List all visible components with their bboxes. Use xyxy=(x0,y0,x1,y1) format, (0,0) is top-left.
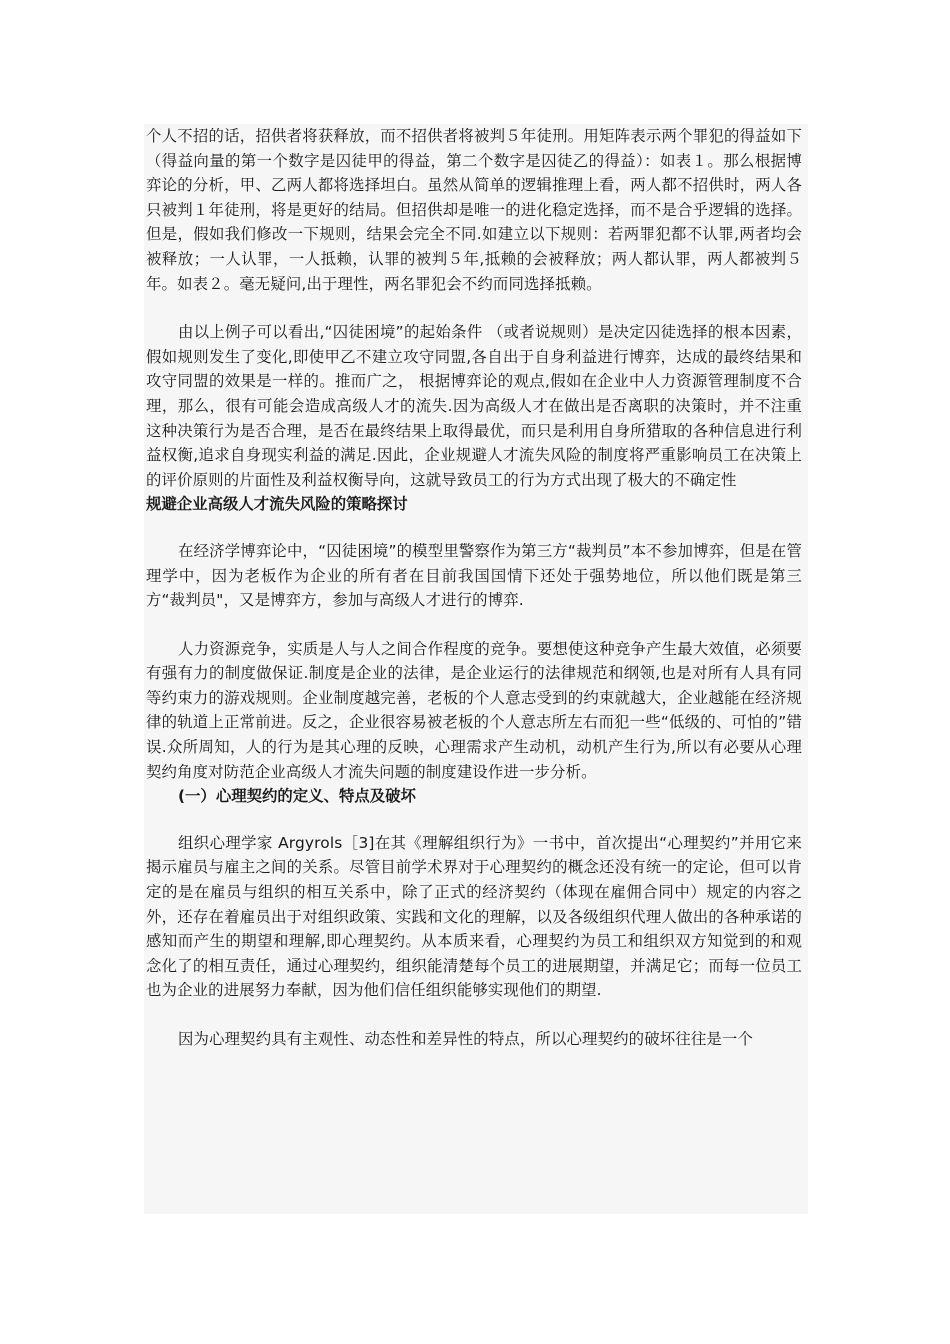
subsection-heading: (一）心理契约的定义、特点及破坏 xyxy=(178,787,416,806)
section-heading: 规避企业高级人才流失风险的策略探讨 xyxy=(146,495,408,514)
document-body xyxy=(144,124,808,1214)
paragraph-prisoners-dilemma-rules: 个人不招的话，招供者将获释放，而不招供者将被判５年徒刑。用矩阵表示两个罪犯的得益如下（得益向量的第一个数字是囚徒甲的得益，第二个数字是囚徒乙的得益）：如表１。那么根据博弈论的分析，甲、乙两人都将选择坦白。虽然从简单的逻辑推理上看，两人都不招供时，两人各只被判１年徒刑，将是更好的结局。但招供却是唯一的进化稳定选择，而不是合乎逻辑的选择。但是，假如我们修改一下规则，结果会完全不同.如建立以下规则：若两罪犯都不认罪,两者均会被释放；一人认罪，一人抵赖，认罪的被判５年,抵赖的会被释放；两人都认罪，两人都被判５年。如表２。毫无疑问,出于理性，两名罪犯会不约而同选择抵赖。 xyxy=(146,127,802,293)
paragraph-psychological-contract-definition: 组织心理学家 Argyrols［3]在其《理解组织行为》一书中，首次提出“心理契约”并用它来揭示雇员与雇主之间的关系。尽管目前学术界对于心理契约的概念还没有统一的定论，但可以肯定的是在雇员与组织的相互关系中，除了正式的经济契约（体现在雇佣合同中）规定的内容之外，还存在着雇员出于对组织政策、实践和文化的理解，以及各级组织代理人做出的各种承诺的感知而产生的期望和理解,即心理契约。从本质来看，心理契约为员工和组织双方知觉到的和观念化了的相互责任，通过心理契约，组织能清楚每个员工的进展期望，并满足它；而每一位员工也为企业的进展努力奉献，因为他们信任组织能够实现他们的期望. xyxy=(146,833,802,1000)
paragraph-starting-conditions: 由以上例子可以看出,“囚徒困境”的起始条件 （或者说规则）是决定囚徒选择的根本因素，假如规则发生了变化,即使甲乙不建立攻守同盟,各自出于自身利益进行博弈，达成的最终结果和攻守同盟的效果是一样的。推而广之， 根据博弈论的观点,假如在企业中人力资源管理制度不合理，那么，很有可能会造成高级人才的流失.因为高级人才在做出是否离职的决策时，并不注重这种决策行为是否合理，是否在最终结果上取得最优，而只是利用自身所猎取的各种信息进行利益权衡,追求自身现实利益的满足.因此，企业规避人才流失风险的制度将严重影响员工在决策上的评价原则的片面性及利益权衡导向，这就导致员工的行为方式出现了极大的不确定性 xyxy=(146,323,802,489)
paragraph-third-party-referee: 在经济学博弈论中，“囚徒困境”的模型里警察作为第三方“裁判员”本不参加博弈，但是在管理学中，因为老板作为企业的所有者在目前我国国情下还处于强势地位，所以他们既是第三方“裁判员"，又是博弈方，参加与高级人才进行的博弈. xyxy=(146,541,802,610)
paragraph-psychological-contract-breach: 因为心理契约具有主观性、动态性和差异性的特点，所以心理契约的破坏往往是一个 xyxy=(178,1030,754,1048)
paragraph-hr-competition: 人力资源竞争，实质是人与人之间合作程度的竞争。要想使这种竞争产生最大效值，必须要有强有力的制度做保证.制度是企业的法律，是企业运行的法律规范和纲领,也是对所有人具有同等约束力的游戏规则。企业制度越完善，老板的个人意志受到的约束就越大，企业越能在经济规律的轨道上正常前进。反之，企业很容易被老板的个人意志所左右而犯一些“低级的、可怕的”错误.众所周知，人的行为是其心理的反映，心理需求产生动机，动机产生行为,所以有必要从心理契约角度对防范企业高级人才流失问题的制度建设作进一步分析。 xyxy=(146,639,802,781)
